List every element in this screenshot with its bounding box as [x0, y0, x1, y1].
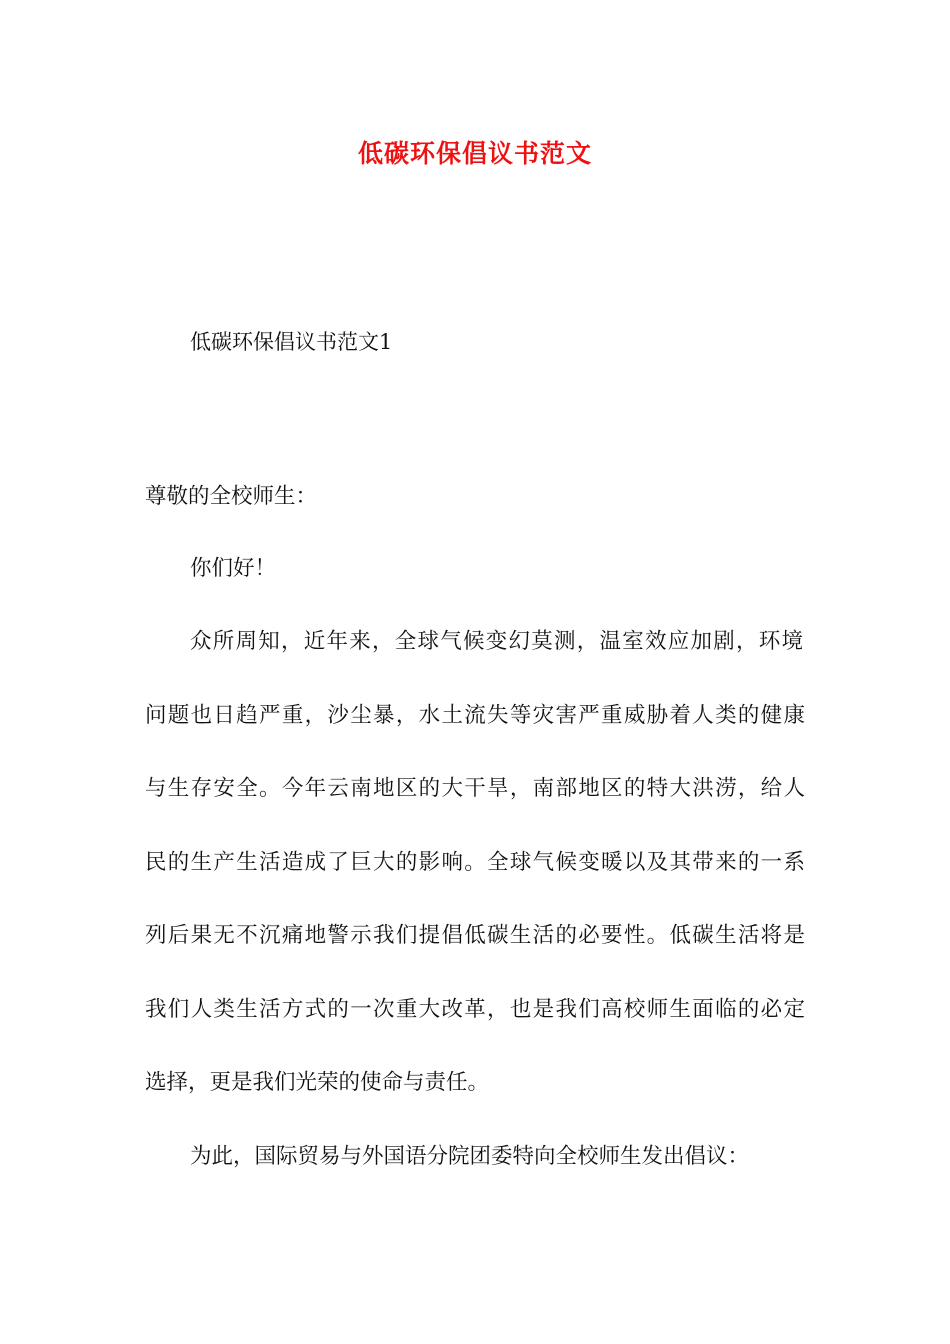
- paragraph-line: 民的生产生活造成了巨大的影响。全球气候变暖以及其带来的一系: [145, 850, 805, 875]
- paragraph-line: 列后果无不沉痛地警示我们提倡低碳生活的必要性。低碳生活将是: [145, 923, 805, 948]
- paragraph-line: 众所周知，近年来，全球气候变幻莫测，温室效应加剧，环境: [190, 629, 803, 654]
- paragraph-line: 选择，更是我们光荣的使命与责任。: [145, 1070, 490, 1095]
- salutation: 尊敬的全校师生：: [145, 484, 318, 509]
- paragraph-line: 与生存安全。今年云南地区的大干旱，南部地区的特大洪涝，给人: [145, 776, 805, 801]
- document-title: 低碳环保倡议书范文: [357, 139, 592, 168]
- greeting: 你们好！: [190, 556, 277, 581]
- paragraph-line: 我们人类生活方式的一次重大改革，也是我们高校师生面临的必定: [145, 997, 805, 1022]
- paragraph: 为此，国际贸易与外国语分院团委特向全校师生发出倡议：: [190, 1144, 750, 1169]
- paragraph-line: 问题也日趋严重，沙尘暴，水土流失等灾害严重威胁着人类的健康: [145, 703, 805, 728]
- section-heading: 低碳环保倡议书范文1: [190, 330, 393, 354]
